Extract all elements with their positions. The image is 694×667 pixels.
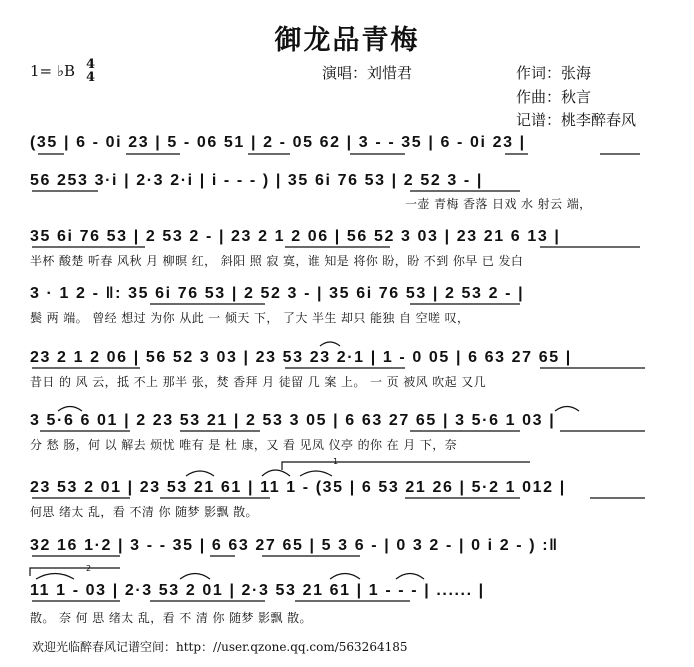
time-signature-bottom: 4	[86, 70, 96, 85]
slur-mark	[320, 342, 340, 346]
slur-mark	[262, 470, 290, 476]
score-line-6-notes: 3 5·6 6 01 | 2 23 53 21 | 2 53 3 05 | 6 63 27 65 | 3 5·6 1 03 |	[30, 412, 556, 429]
song-title: 御龙品青梅	[274, 25, 420, 56]
score-line-9-notes: 11 1 - 03 | 2·3 53 2 01 | 2·3 53 21 61 | 1 - - - | ...... |	[30, 582, 485, 599]
score-line-6-lyrics: 分 愁 肠，何 以 解去 烦忧 唯有 是 杜 康，又 看 见凤 仪亭 的你 在 月 下，奈	[30, 438, 458, 452]
volta-bracket-second	[30, 568, 120, 576]
score-line-2-lyrics: 一壶 青梅 香落 日戏 水 射云 端，	[405, 197, 592, 211]
score-line-8-notes: 32 16 1·2 | 3 - - 35 | 6 63 27 65 | 5 3 6 - | 0 3 2 - | 0 i 2 - ) :‖	[30, 537, 559, 554]
score-line-7-lyrics: 何思 绪太 乱，看 不清 你 随梦 影飘 散。	[30, 505, 258, 519]
volta-bracket-first	[282, 462, 530, 470]
score-line-9-lyrics: 散。 奈 何 思 绪太 乱，看 不 清 你 随梦 影飘 散。	[30, 611, 312, 625]
score-line-2-notes: 56 253 3·i | 2·3 2·i | i - - - ) | 35 6i 76 53 | 2 52 3 - |	[30, 172, 483, 189]
slur-mark	[186, 471, 214, 476]
score-line-4-notes: 3 · 1 2 - ‖: 35 6i 76 53 | 2 52 3 - | 35 6i 76 53 | 2 53 2 - |	[30, 285, 525, 302]
score-line-1-notes: (35 | 6 - 0i 23 | 5 - 06 51 | 2 - 05 62 | 3 - - 35 | 6 - 0i 23 |	[30, 134, 526, 151]
slur-mark	[58, 407, 82, 412]
lyricist-credit: 作词：张海	[516, 64, 592, 82]
footer-text: 欢迎光临醉春风记谱空间：http：//user.qzone.qq.com/563264185	[32, 640, 408, 654]
singer-credit: 演唱：刘惜君	[322, 64, 413, 82]
time-signature-top: 4	[86, 57, 96, 72]
slur-mark	[180, 574, 210, 580]
score-line-5-lyrics: 昔日 的 风 云，抵 不上 那半 张，焚 香拜 月 徒留 几 案 上。 一 页 被风 吹起 又几	[30, 375, 487, 389]
slur-mark	[300, 471, 332, 476]
transcriber-credit: 记谱：桃李醉春风	[516, 111, 637, 129]
volta-label-first: 1	[333, 457, 339, 466]
slur-mark	[330, 574, 360, 580]
score-line-5-notes: 23 2 1 2 06 | 56 52 3 03 | 23 53 23 2·1 | 1 - 0 05 | 6 63 27 65 |	[30, 349, 572, 366]
score-line-3-lyrics: 半杯 酸楚 听春 风秋 月 柳暝 红， 斜阳 照 寂 寞，谁 知是 将你 盼，盼 不到 你早 已 发白	[30, 254, 524, 268]
score-line-4-lyrics: 鬓 两 端。 曾经 想过 为你 从此 一 倾天 下， 了大 半生 却只 能独 自 空嗟 叹，	[30, 311, 470, 325]
slur-mark	[396, 574, 424, 580]
score-line-7-notes: 23 53 2 01 | 23 53 21 61 | 11 1 - (35 | 6 53 21 26 | 5·2 1 012 |	[30, 479, 566, 496]
slur-mark	[555, 407, 579, 412]
slur-mark	[36, 574, 74, 580]
key-signature: 1= ♭B	[30, 62, 75, 80]
score-line-3-notes: 35 6i 76 53 | 2 53 2 - | 23 2 1 2 06 | 56 52 3 03 | 23 21 6 13 |	[30, 228, 561, 245]
composer-credit: 作曲：秋言	[516, 88, 592, 106]
volta-label-second: 2	[86, 564, 92, 573]
